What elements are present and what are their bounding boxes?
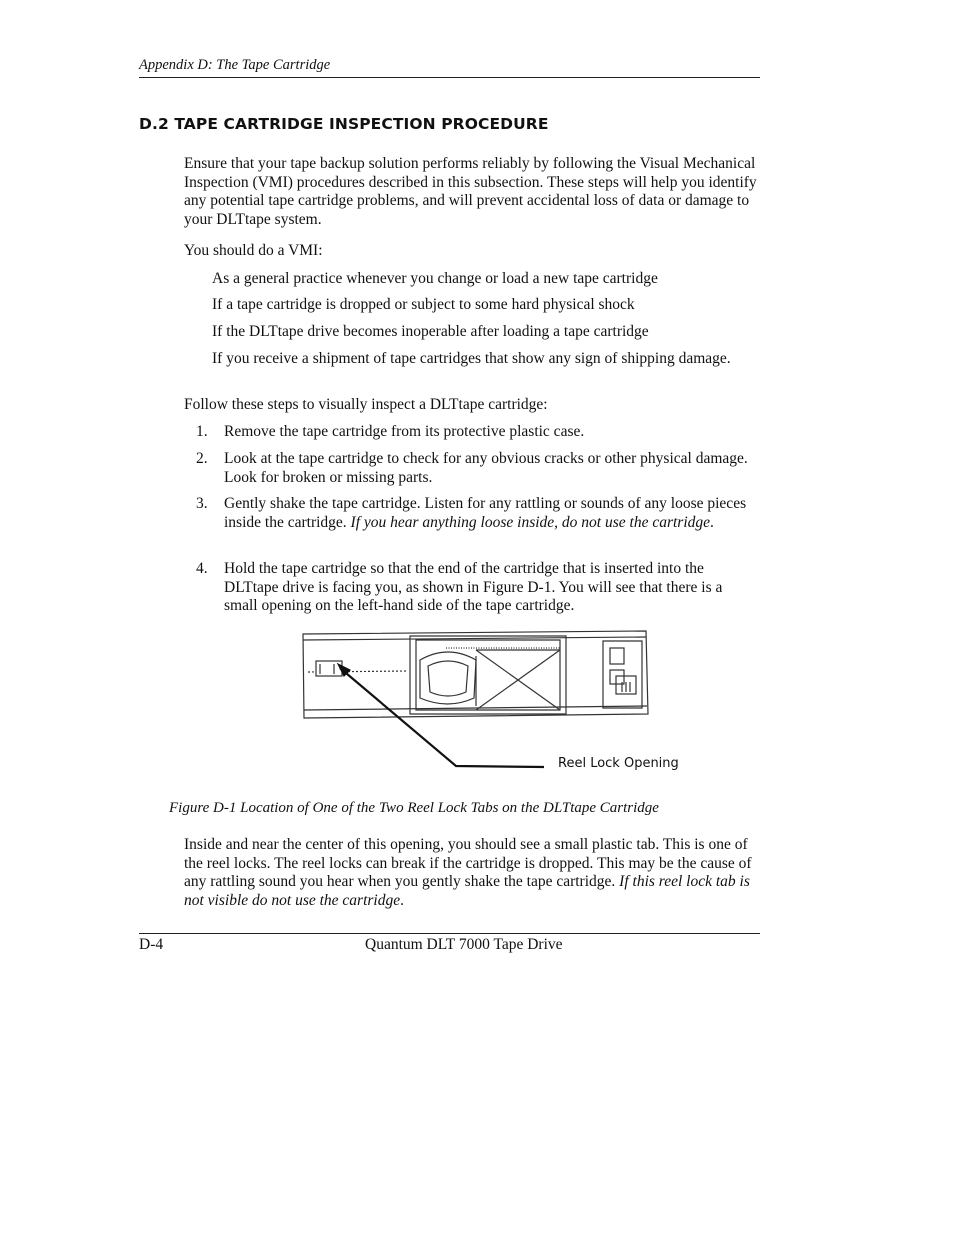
header-rule bbox=[139, 77, 760, 78]
cartridge-illustration bbox=[298, 626, 718, 776]
closing-warning: If this reel lock tab is not visible do not use the cartridge bbox=[184, 873, 750, 909]
step-number: 4. bbox=[196, 560, 208, 577]
steps-lead: Follow these steps to visually inspect a DLTtape cartridge: bbox=[184, 396, 548, 413]
figure-callout-label: Reel Lock Opening bbox=[558, 756, 679, 771]
closing-paragraph: Inside and near the center of this opening, you should see a small plastic tab. This is one of the reel locks. The reel locks can break if the cartridge is dropped. This may be the cause of any rattling sound you hear when you gently shake the tape cartridge. If this reel lock tab is not visible do not use the cartridge. bbox=[184, 836, 752, 909]
step-text-block: Gently shake the tape cartridge. Listen for any rattling or sounds of any loose pieces inside the cartridge. If you hear anything loose inside, do not use the cartridge. bbox=[224, 495, 747, 531]
figure-caption: Figure D-1 Location of One of the Two Reel Lock Tabs on the DLTtape Cartridge bbox=[169, 800, 659, 816]
vmi-item: If you receive a shipment of tape cartridges that show any sign of shipping damage. bbox=[212, 350, 731, 367]
footer-title: Quantum DLT 7000 Tape Drive bbox=[365, 936, 563, 953]
step-text: Hold the tape cartridge so that the end of the cartridge that is inserted into the DLTtape drive is facing you, as shown in Figure D-1. You will see that there is a small opening on the left-hand side of the tape cartridge. bbox=[224, 560, 723, 615]
section-title: D.2 TAPE CARTRIDGE INSPECTION PROCEDURE bbox=[139, 115, 549, 133]
cartridge-door bbox=[603, 641, 642, 708]
intro-paragraph: Ensure that your tape backup solution performs reliably by following the Visual Mechanical Inspection (VMI) procedures described in this subsection. These steps will help you identify any potential tape cartridge problems, and will prevent accidental loss of data or damage to your DLTtape system. bbox=[184, 155, 757, 228]
closing-text: Inside and near the center of this opening, you should see a small plastic tab. This is one of the reel locks. The reel locks can break if the cartridge is dropped. This may be the cause of any rattling sound you hear when you gently shake the tape cartridge. bbox=[184, 836, 752, 891]
vmi-lead: You should do a VMI: bbox=[184, 242, 323, 259]
vmi-item: As a general practice whenever you change or load a new tape cartridge bbox=[212, 270, 658, 287]
step-text: Look at the tape cartridge to check for any obvious cracks or other physical damage. Look for broken or missing parts. bbox=[224, 450, 748, 486]
vmi-item: If the DLTtape drive becomes inoperable after loading a tape cartridge bbox=[212, 323, 649, 340]
step-number: 3. bbox=[196, 495, 208, 512]
step-number: 1. bbox=[196, 423, 208, 440]
vmi-item: If a tape cartridge is dropped or subject to some hard physical shock bbox=[212, 296, 635, 313]
running-head: Appendix D: The Tape Cartridge bbox=[139, 57, 331, 73]
step-warning: If you hear anything loose inside, do not use the cartridge bbox=[350, 513, 711, 531]
step-text: Remove the tape cartridge from its protective plastic case. bbox=[224, 423, 585, 440]
page-number: D-4 bbox=[139, 936, 164, 953]
step-text: Gently shake the tape cartridge. Listen for any rattling or sounds of any loose pieces inside the cartridge. bbox=[224, 495, 747, 531]
footer-rule bbox=[139, 933, 760, 934]
step-number: 2. bbox=[196, 450, 208, 467]
